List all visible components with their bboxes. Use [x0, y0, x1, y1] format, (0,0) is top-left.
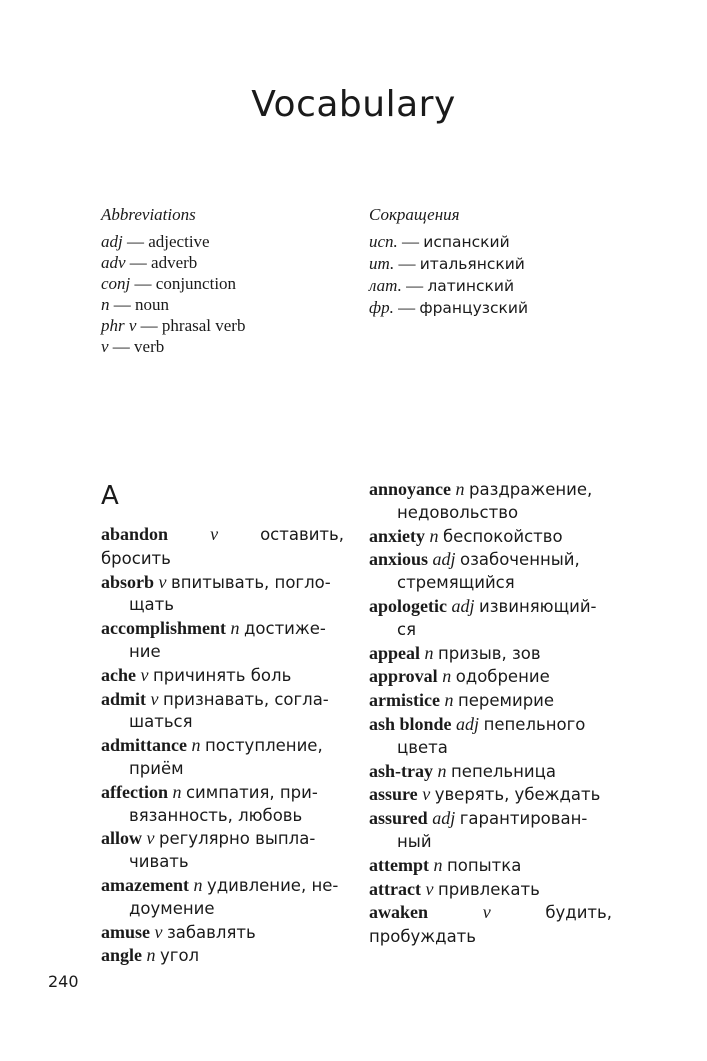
headword: annoyance	[369, 479, 452, 499]
headword: ash-tray	[369, 760, 433, 781]
abbreviation-meaning: noun	[135, 295, 169, 314]
vocabulary-entry	[369, 548, 612, 595]
vocabulary-entry	[101, 781, 344, 828]
abbreviation-term: n	[101, 295, 110, 314]
translation: попытка	[446, 855, 522, 875]
translation: причинять боль	[153, 665, 292, 685]
vocabulary-entry	[101, 921, 344, 945]
translation: угол	[160, 946, 200, 966]
abbreviation-item: ит. — итальянский	[369, 254, 525, 273]
section-letter: A	[101, 481, 119, 511]
headword: armistice	[369, 690, 440, 711]
vocabulary-entry	[101, 944, 344, 968]
translation: признавать, согла-	[163, 689, 329, 709]
part-of-speech: v	[154, 921, 163, 942]
part-of-speech: n	[172, 781, 182, 802]
vocabulary-column-right	[369, 478, 612, 949]
vocabulary-entry	[101, 734, 344, 781]
abbreviation-term: phr v	[101, 316, 137, 335]
translation-continued: ние	[129, 641, 161, 661]
part-of-speech: v	[210, 524, 219, 544]
vocabulary-entry	[369, 878, 612, 902]
headword: attempt	[369, 854, 429, 875]
headword: assured	[369, 808, 428, 829]
abbreviation-item: adj — adjective	[101, 232, 210, 251]
part-of-speech: v	[158, 571, 167, 592]
headword: abandon	[101, 524, 169, 544]
vocabulary-entry	[369, 595, 612, 642]
abbreviation-term: исп.	[369, 232, 398, 251]
abbreviation-meaning: французский	[419, 299, 529, 317]
part-of-speech: adj	[432, 549, 456, 570]
part-of-speech: n	[146, 945, 156, 966]
abbreviation-meaning: итальянский	[419, 255, 525, 273]
part-of-speech: v	[146, 828, 155, 849]
translation-continued: стремящийся	[397, 573, 515, 593]
vocabulary-entry	[101, 523, 344, 571]
translation: уверять, убеждать	[434, 785, 601, 805]
translation: впитывать, погло-	[171, 572, 331, 592]
headword: assure	[369, 784, 418, 805]
headword: awaken	[369, 902, 429, 923]
vocabulary-entry	[369, 807, 612, 854]
abbreviations-heading: Abbreviations	[101, 205, 196, 224]
part-of-speech: n	[455, 479, 465, 499]
part-of-speech: n	[437, 760, 447, 781]
part-of-speech: v	[482, 902, 491, 923]
part-of-speech: v	[425, 878, 434, 899]
translation-continued: шаться	[129, 712, 193, 732]
abbreviation-term: adj	[101, 232, 123, 251]
abbreviations-list	[101, 204, 361, 357]
translation: симпатия, при-	[185, 782, 318, 802]
translation: извиняющий-	[479, 596, 597, 616]
translation: забавлять	[167, 922, 256, 942]
abbreviation-meaning: adverb	[151, 253, 198, 272]
translation: привлекать	[437, 879, 540, 899]
translation-continued: недовольство	[397, 502, 519, 522]
sokrashcheniya-heading: Сокращения	[369, 205, 460, 224]
abbreviation-term: лат.	[369, 276, 402, 295]
abbreviation-item: фр. — французский	[369, 298, 529, 317]
vocabulary-entry	[101, 827, 344, 874]
abbreviation-meaning: adjective	[148, 232, 210, 251]
headword: angle	[101, 945, 143, 966]
vocabulary-entry	[101, 688, 344, 735]
vocabulary-entry	[369, 783, 612, 807]
translation: пепельница	[451, 761, 557, 781]
vocabulary-entry	[101, 664, 344, 688]
abbreviation-meaning: испанский	[423, 233, 510, 251]
abbreviation-item: conj — conjunction	[101, 274, 237, 293]
sokrashcheniya-list	[369, 204, 629, 319]
vocabulary-entry	[369, 525, 612, 549]
translation: одобрение	[455, 667, 550, 687]
headword: anxiety	[369, 525, 425, 546]
vocabulary-entry	[369, 760, 612, 784]
translation: раздражение,	[469, 480, 593, 499]
abbreviation-item: v — verb	[101, 337, 165, 356]
abbreviation-term: фр.	[369, 298, 394, 317]
translation: призыв, зов	[438, 643, 541, 663]
translation-continued: ся	[397, 619, 416, 639]
abbreviation-meaning: conjunction	[155, 274, 237, 293]
part-of-speech: n	[429, 525, 439, 546]
translation-continued: приём	[129, 758, 184, 778]
headword: ash blonde	[369, 713, 452, 734]
translation: беспокойство	[443, 526, 563, 546]
abbreviation-term: conj	[101, 274, 131, 293]
headword: admit	[101, 688, 146, 709]
abbreviation-term: ит.	[369, 254, 395, 273]
part-of-speech: n	[433, 854, 443, 875]
headword: ache	[101, 664, 136, 685]
translation-continued: цвета	[397, 737, 448, 757]
translation: перемирие	[457, 691, 555, 711]
vocabulary-entry	[369, 665, 612, 689]
translation-continued: чивать	[129, 852, 189, 872]
headword: absorb	[101, 571, 155, 592]
part-of-speech: v	[140, 664, 149, 685]
page-title: Vocabulary	[251, 84, 456, 125]
vocabulary-entry	[101, 571, 344, 618]
vocabulary-entry	[369, 478, 612, 525]
translation: регулярно выпла-	[159, 829, 316, 849]
vocabulary-entry	[369, 901, 612, 949]
part-of-speech: n	[442, 666, 452, 687]
abbreviation-term: adv	[101, 253, 126, 272]
vocabulary-entry	[369, 689, 612, 713]
translation-continued: вязанность, любовь	[129, 805, 303, 825]
headword: attract	[369, 878, 421, 899]
page-number: 240	[48, 972, 79, 991]
translation: озабоченный,	[460, 550, 580, 570]
abbreviation-item: adv — adverb	[101, 253, 198, 272]
abbreviation-meaning: verb	[134, 337, 165, 356]
part-of-speech: n	[444, 690, 454, 711]
headword: amazement	[101, 874, 189, 895]
vocabulary-entry	[101, 617, 344, 664]
abbreviation-item: phr v — phrasal verb	[101, 316, 246, 335]
vocabulary-entry	[369, 642, 612, 666]
abbreviation-term: v	[101, 337, 109, 356]
translation-continued: ный	[397, 831, 432, 851]
part-of-speech: n	[193, 874, 203, 895]
headword: admittance	[101, 735, 187, 756]
headword: appeal	[369, 642, 421, 663]
translation: пепельного	[483, 714, 586, 734]
abbreviation-item: n — noun	[101, 295, 169, 314]
translation: будить, пробуждать	[369, 903, 613, 947]
part-of-speech: n	[424, 642, 434, 663]
vocabulary-entry	[101, 874, 344, 921]
vocabulary-entry	[369, 854, 612, 878]
headword: approval	[369, 666, 438, 687]
abbreviation-meaning: латинский	[427, 277, 515, 295]
translation-continued: доумение	[129, 898, 215, 918]
vocabulary-column-left	[101, 523, 344, 968]
headword: amuse	[101, 921, 150, 942]
headword: apologetic	[369, 595, 447, 616]
part-of-speech: n	[191, 735, 201, 756]
translation: удивление, не-	[206, 875, 339, 895]
abbreviation-meaning: phrasal verb	[161, 316, 246, 335]
vocabulary-entry	[369, 713, 612, 760]
abbreviation-item: лат. — латинский	[369, 276, 515, 295]
part-of-speech: n	[230, 618, 240, 639]
translation-continued: щать	[129, 595, 174, 615]
headword: accomplishment	[101, 618, 226, 639]
part-of-speech: adj	[432, 808, 456, 829]
part-of-speech: v	[150, 688, 159, 709]
translation: достиже-	[244, 619, 326, 639]
part-of-speech: v	[422, 784, 431, 805]
part-of-speech: adj	[456, 713, 480, 734]
headword: anxious	[369, 549, 429, 570]
headword: allow	[101, 828, 143, 849]
headword: affection	[101, 781, 168, 802]
translation: поступление,	[204, 736, 323, 756]
part-of-speech: adj	[451, 595, 475, 616]
abbreviation-item: исп. — испанский	[369, 232, 510, 251]
translation: гарантирован-	[459, 809, 588, 829]
translation: оставить, бросить	[101, 525, 344, 568]
